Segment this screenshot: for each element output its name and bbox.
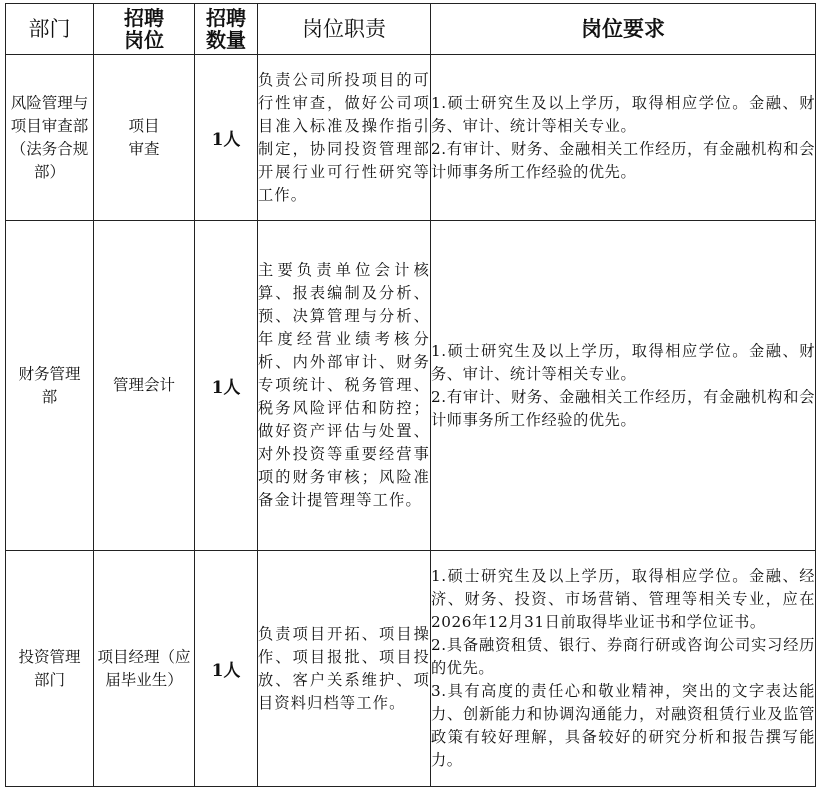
row-count: 1人 — [195, 551, 258, 787]
row-dept — [6, 551, 94, 787]
recruitment-table — [5, 3, 816, 787]
row-position-text: 项目审查 — [128, 116, 160, 158]
header-dept: 部门 — [6, 4, 94, 55]
table-row — [6, 55, 816, 221]
requirement-item: 2.有审计、财务、金融相关工作经历，有金融机构和会计师事务所工作经验的优先。 — [431, 139, 815, 181]
table-header-row — [6, 4, 816, 55]
header-duty: 岗位职责 — [258, 4, 431, 55]
row-dept-text: 投资管理部门 — [18, 647, 81, 689]
row-duty: 负责项目开拓、项目操作、项目报批、项目投放、客户关系维护、项目资料归档等工作。 — [258, 551, 431, 787]
requirement-item: 2.有审计、财务、金融相关工作经历，有金融机构和会计师事务所工作经验的优先。 — [431, 387, 815, 429]
header-position-text: 招聘岗位 — [124, 6, 164, 52]
requirement-item: 1.硕士研究生及以上学历，取得相应学位。金融、财务、审计、统计等相关专业。 — [431, 341, 815, 383]
row-count: 1人 — [195, 55, 258, 221]
requirement-item: 2.具备融资租赁、银行、券商行研或咨询公司实习经历的优先。 — [431, 636, 815, 677]
row-requirements — [431, 55, 816, 221]
header-requirement: 岗位要求 — [431, 4, 816, 55]
requirement-item: 1.硕士研究生及以上学历，取得相应学位。金融、财务、审计、统计等相关专业。 — [431, 93, 815, 135]
header-position — [94, 4, 195, 55]
requirement-item: 1.硕士研究生及以上学历，取得相应学位。金融、经济、财务、投资、市场营销、管理等相关专业，应在2026年12月31日前取得毕业证书和学位证书。 — [431, 567, 815, 631]
row-dept — [6, 221, 94, 551]
row-dept-text: 财务管理部 — [18, 364, 81, 406]
row-requirements — [431, 221, 816, 551]
row-duty: 主要负责单位会计核算、报表编制及分析、预、决算管理与分析、年度经营业绩考核分析、内外部审计、财务专项统计、税务管理、税务风险评估和防控；做好资产评估与处置、对外投资等重要经营事项的财务审核；风险准备金计提管理等工作。 — [258, 221, 431, 551]
header-count-text: 招聘数量 — [206, 6, 246, 52]
row-position — [94, 221, 195, 551]
row-position — [94, 55, 195, 221]
row-dept: 风险管理与项目审查部（法务合规部） — [6, 55, 94, 221]
table-row — [6, 551, 816, 787]
row-duty: 负责公司所投项目的可行性审查，做好公司项目准入标准及操作指引制定，协同投资管理部开展行业可行性研究等工作。 — [258, 55, 431, 221]
row-position-text: 管理会计 — [112, 376, 175, 394]
header-count — [195, 4, 258, 55]
row-count: 1人 — [195, 221, 258, 551]
table-row — [6, 221, 816, 551]
row-requirements — [431, 551, 816, 787]
row-position: 项目经理（应届毕业生） — [94, 551, 195, 787]
requirement-item: 3.具有高度的责任心和敬业精神，突出的文字表达能力、创新能力和协调沟通能力，对融资租赁行业及监管政策有较好理解，具备较好的研究分析和报告撰写能力。 — [431, 682, 815, 769]
